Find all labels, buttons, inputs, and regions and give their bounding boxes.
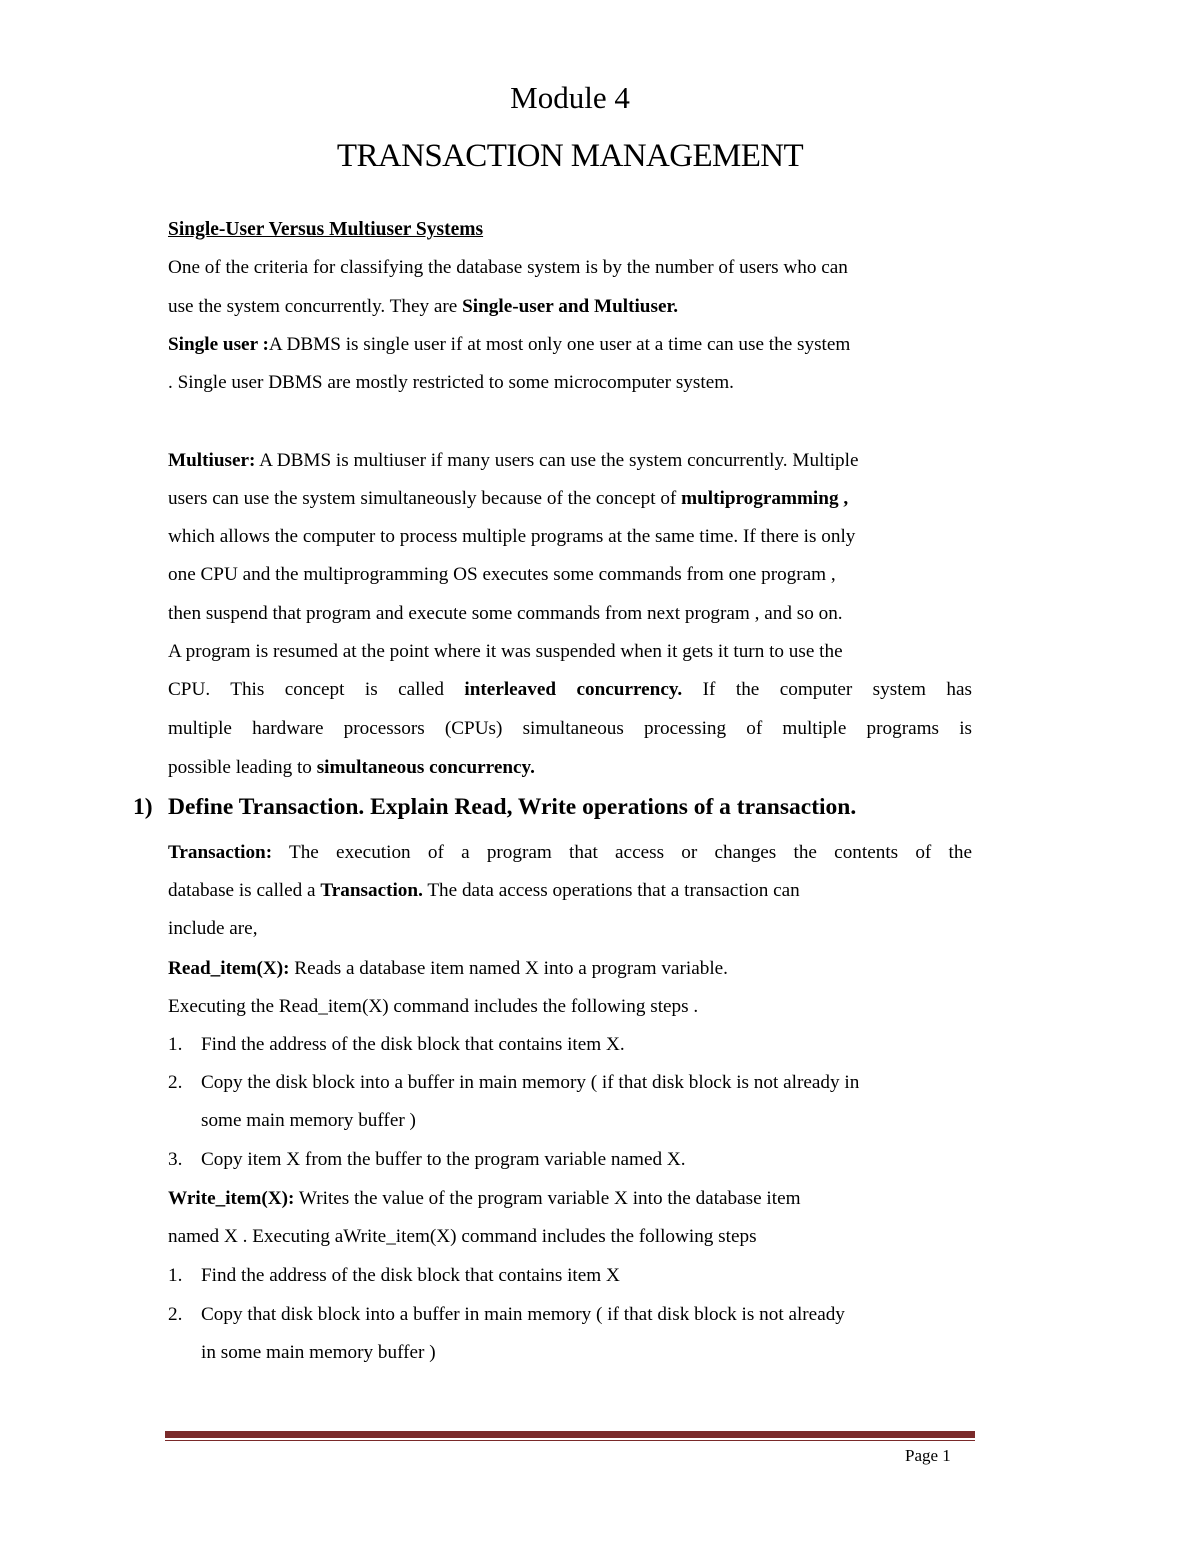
term-label: Transaction:	[168, 842, 273, 863]
paragraph-line	[168, 880, 800, 902]
term-label: Multiuser:	[168, 450, 256, 471]
text-span: A DBMS is single user if at most only one user at a time can use the system	[268, 334, 851, 355]
text-span: The data access operations that a transaction can	[422, 880, 800, 901]
bold-term: Transaction.	[320, 880, 423, 901]
text-span: The execution of a program that access or changes the contents of the	[272, 842, 972, 863]
footer-divider	[165, 1431, 975, 1438]
page-title: TRANSACTION MANAGEMENT	[336, 138, 804, 174]
section-heading-text: Single-User Versus Multiuser Systems	[168, 219, 484, 240]
list-text: Copy that disk block into a buffer in main memory ( if that disk block is not already	[201, 1304, 845, 1325]
list-text: some main memory buffer )	[201, 1110, 416, 1131]
paragraph-line	[168, 757, 535, 779]
paragraph-line: named X . Executing aWrite_item(X) command includes the following steps	[168, 1226, 757, 1247]
text-span: possible leading to	[168, 757, 317, 778]
question-number: 1)	[133, 794, 153, 820]
paragraph-line	[168, 296, 678, 318]
question-heading	[133, 794, 856, 821]
text-span: database is called a	[168, 880, 321, 901]
list-number: 3.	[168, 1149, 183, 1170]
paragraph-line: multiple hardware processors (CPUs) simultaneous processing of multiple programs is	[168, 718, 972, 739]
paragraph-line: One of the criteria for classifying the database system is by the number of users who can	[168, 257, 848, 278]
paragraph-line: A program is resumed at the point where it was suspended when it gets it turn to use the	[168, 641, 843, 662]
page-number: Page 1	[905, 1446, 951, 1465]
paragraph-line: . Single user DBMS are mostly restricted to some microcomputer system.	[168, 372, 734, 393]
text-span: use the system concurrently. They are	[168, 296, 463, 317]
bold-term: Single-user and Multiuser.	[462, 296, 679, 317]
list-number: 2.	[168, 1072, 183, 1093]
text-span: Reads a database item named X into a program variable.	[289, 958, 728, 979]
footer-divider-thin	[165, 1440, 975, 1441]
list-text: Copy item X from the buffer to the program variable named X.	[201, 1149, 686, 1170]
paragraph-line: which allows the computer to process multiple programs at the same time. If there is only	[168, 526, 856, 547]
list-number: 1.	[168, 1034, 183, 1055]
paragraph-line	[168, 842, 972, 864]
term-label: Read_item(X):	[168, 958, 290, 979]
text-span: users can use the system simultaneously because of the concept of	[168, 488, 682, 509]
text-span: CPU. This concept is called	[168, 679, 465, 700]
paragraph-line	[168, 334, 850, 356]
list-text: in some main memory buffer )	[201, 1342, 436, 1363]
paragraph-line	[168, 450, 859, 472]
list-number: 1.	[168, 1265, 183, 1286]
section-heading	[168, 219, 483, 241]
list-text: Find the address of the disk block that contains item X.	[201, 1034, 625, 1055]
paragraph-line: Executing the Read_item(X) command includes the following steps .	[168, 996, 699, 1017]
paragraph-line	[168, 958, 728, 980]
paragraph-line: then suspend that program and execute some commands from next program , and so on.	[168, 603, 843, 624]
paragraph-line: one CPU and the multiprogramming OS executes some commands from one program ,	[168, 564, 836, 585]
bold-term: simultaneous concurrency.	[316, 757, 535, 778]
paragraph-line: include are,	[168, 918, 258, 939]
question-text: Define Transaction. Explain Read, Write operations of a transaction.	[168, 794, 857, 820]
list-text: Find the address of the disk block that contains item X	[201, 1265, 620, 1286]
text-span: Writes the value of the program variable X into the database item	[294, 1188, 801, 1209]
list-number: 2.	[168, 1304, 183, 1325]
paragraph-line	[168, 679, 972, 701]
module-title: Module 4	[510, 80, 630, 115]
term-label: Single user :	[168, 334, 269, 355]
bold-term: multiprogramming ,	[681, 488, 849, 509]
text-span: A DBMS is multiuser if many users can use the system concurrently. Multiple	[255, 450, 859, 471]
paragraph-line	[168, 1188, 801, 1210]
text-span: If the computer system has	[682, 679, 973, 700]
paragraph-line	[168, 488, 848, 510]
bold-term: interleaved concurrency.	[464, 679, 683, 700]
term-label: Write_item(X):	[168, 1188, 295, 1209]
list-text: Copy the disk block into a buffer in main memory ( if that disk block is not already in	[201, 1072, 860, 1093]
